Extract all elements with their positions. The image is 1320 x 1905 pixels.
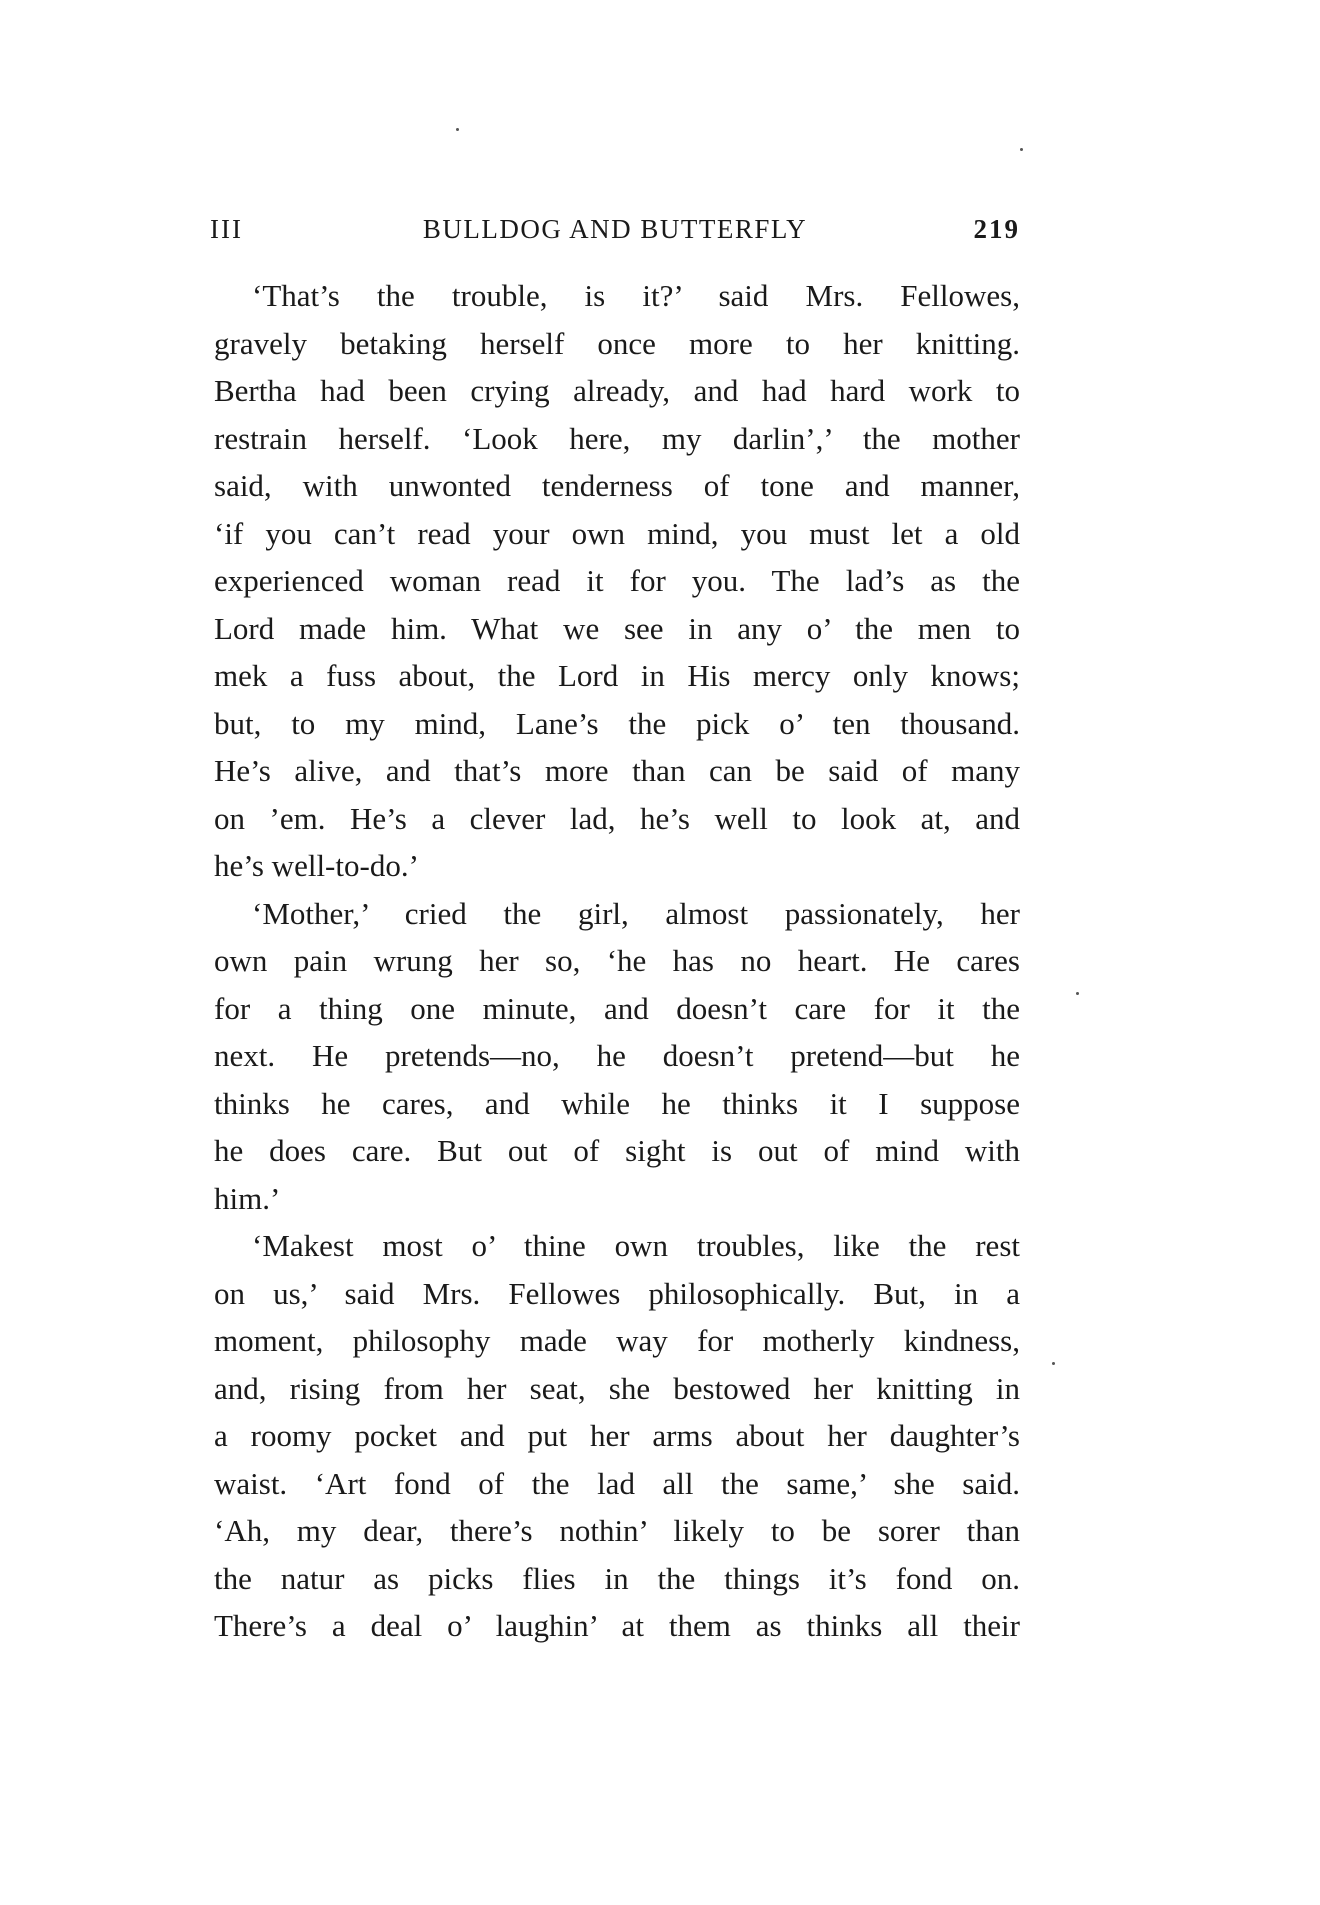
text-line: ‘if you can’t read your own mind, you must let a old <box>214 515 1020 551</box>
text-line: on ’em. He’s a clever lad, he’s well to look at, and <box>214 800 1020 836</box>
chapter-number: III <box>210 214 243 244</box>
text-line: next. He pretends—no, he doesn’t pretend—but he <box>214 1038 1020 1073</box>
scan-speck <box>1020 148 1023 151</box>
text-line: said, with unwonted tenderness of tone and manner, <box>214 468 1020 503</box>
text-line: Lord made him. What we see in any o’ the men to <box>214 610 1020 646</box>
page-number: 219 <box>973 214 1020 244</box>
text-line: ‘Ah, my dear, there’s nothin’ likely to be sorer than <box>214 1513 1020 1548</box>
text-line: him.’ <box>214 1180 281 1216</box>
text-line: but, to my mind, Lane’s the pick o’ ten thousand. <box>214 705 1020 741</box>
text-line: Bertha had been crying already, and had hard work to <box>214 373 1020 408</box>
text-line: ‘That’s the trouble, is it?’ said Mrs. Fellowes, <box>252 278 1020 313</box>
text-line: he’s well-to-do.’ <box>214 848 419 883</box>
scan-speck <box>1076 992 1079 995</box>
running-header <box>210 214 1020 254</box>
running-title: BULLDOG AND BUTTERFLY <box>422 214 808 244</box>
body-text <box>214 272 1020 1650</box>
text-line: the natur as picks flies in the things it’s fond on. <box>214 1560 1020 1596</box>
text-line: There’s a deal o’ laughin’ at them as thinks all their <box>214 1608 1020 1643</box>
text-line: moment, philosophy made way for motherly kindness, <box>214 1323 1020 1358</box>
text-line: ‘Makest most o’ thine own troubles, like the rest <box>252 1228 1020 1263</box>
text-line: and, rising from her seat, she bestowed her knitting in <box>214 1370 1020 1406</box>
text-line: own pain wrung her so, ‘he has no heart. He cares <box>214 943 1020 978</box>
text-line: He’s alive, and that’s more than can be said of many <box>214 753 1020 788</box>
text-line: restrain herself. ‘Look here, my darlin’,’ the mother <box>214 420 1020 456</box>
scan-speck <box>1052 1362 1055 1365</box>
text-line: for a thing one minute, and doesn’t care for it the <box>214 990 1020 1026</box>
text-line: thinks he cares, and while he thinks it I suppose <box>214 1085 1020 1121</box>
text-line: on us,’ said Mrs. Fellowes philosophically. But, in a <box>214 1275 1020 1311</box>
scan-speck <box>456 128 459 131</box>
text-line: gravely betaking herself once more to her knitting. <box>214 325 1020 361</box>
text-line: ‘Mother,’ cried the girl, almost passionately, her <box>252 895 1020 931</box>
text-line: waist. ‘Art fond of the lad all the same,’ she said. <box>214 1465 1020 1501</box>
text-line: he does care. But out of sight is out of mind with <box>214 1133 1020 1168</box>
text-line: mek a fuss about, the Lord in His mercy only knows; <box>214 658 1020 693</box>
text-line: a roomy pocket and put her arms about her daughter’s <box>214 1418 1020 1453</box>
text-line: experienced woman read it for you. The lad’s as the <box>214 563 1020 598</box>
